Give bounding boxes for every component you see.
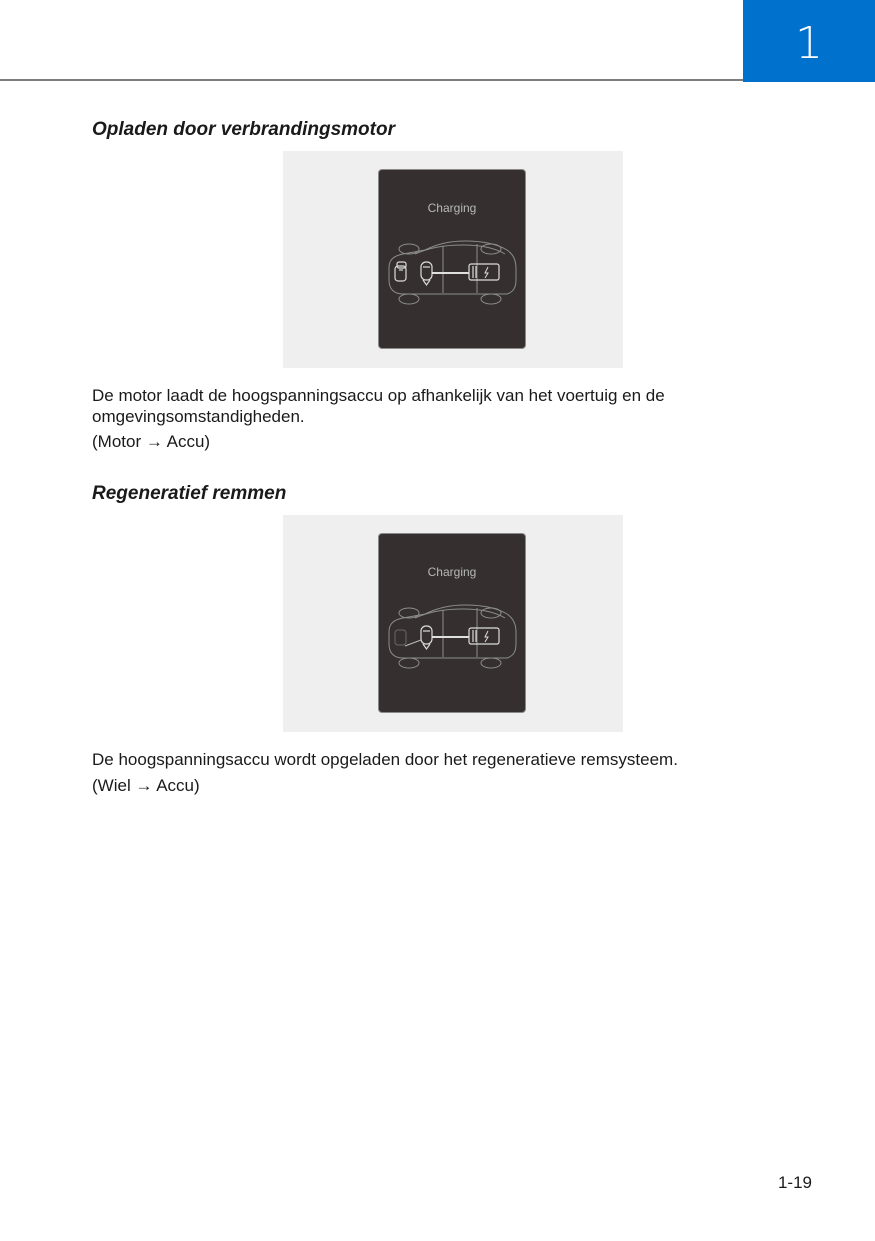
- wheel-drive-line: [405, 640, 421, 646]
- motor-icon: [421, 626, 432, 649]
- flow-text-regenerative-braking: (Wiel → Accu): [92, 776, 200, 795]
- description-regenerative-braking: De hoogspanningsaccu wordt opgeladen door het regeneratieve remsysteem.: [92, 750, 678, 769]
- car-energy-flow-diagram: [385, 238, 519, 308]
- chapter-tab: [743, 0, 875, 82]
- battery-icon: [469, 628, 499, 644]
- motor-icon: [421, 262, 432, 285]
- car-energy-flow-diagram: [385, 602, 519, 672]
- figure-engine-charging: [283, 151, 623, 368]
- section-title-regenerative-braking: Regeneratief remmen: [92, 483, 287, 504]
- description-engine-charging: De motor laadt de hoogspanningsaccu op afhankelijk van het voertuig en de omgevingsomstandigheden.: [92, 386, 665, 426]
- cluster-display: [378, 169, 526, 349]
- cluster-display: [378, 533, 526, 713]
- display-caption: Charging: [427, 565, 477, 579]
- chapter-number: 1: [795, 18, 823, 69]
- figure-regenerative-braking: [283, 515, 623, 732]
- battery-icon: [469, 264, 499, 280]
- page-number: 1-19: [777, 1173, 812, 1192]
- header-rule: [0, 79, 745, 81]
- flow-text-engine-charging: (Motor → Accu): [92, 432, 211, 451]
- display-caption: Charging: [427, 201, 477, 215]
- engine-icon: [395, 262, 406, 281]
- section-title-engine-charging: Opladen door verbrandingsmotor: [92, 119, 395, 140]
